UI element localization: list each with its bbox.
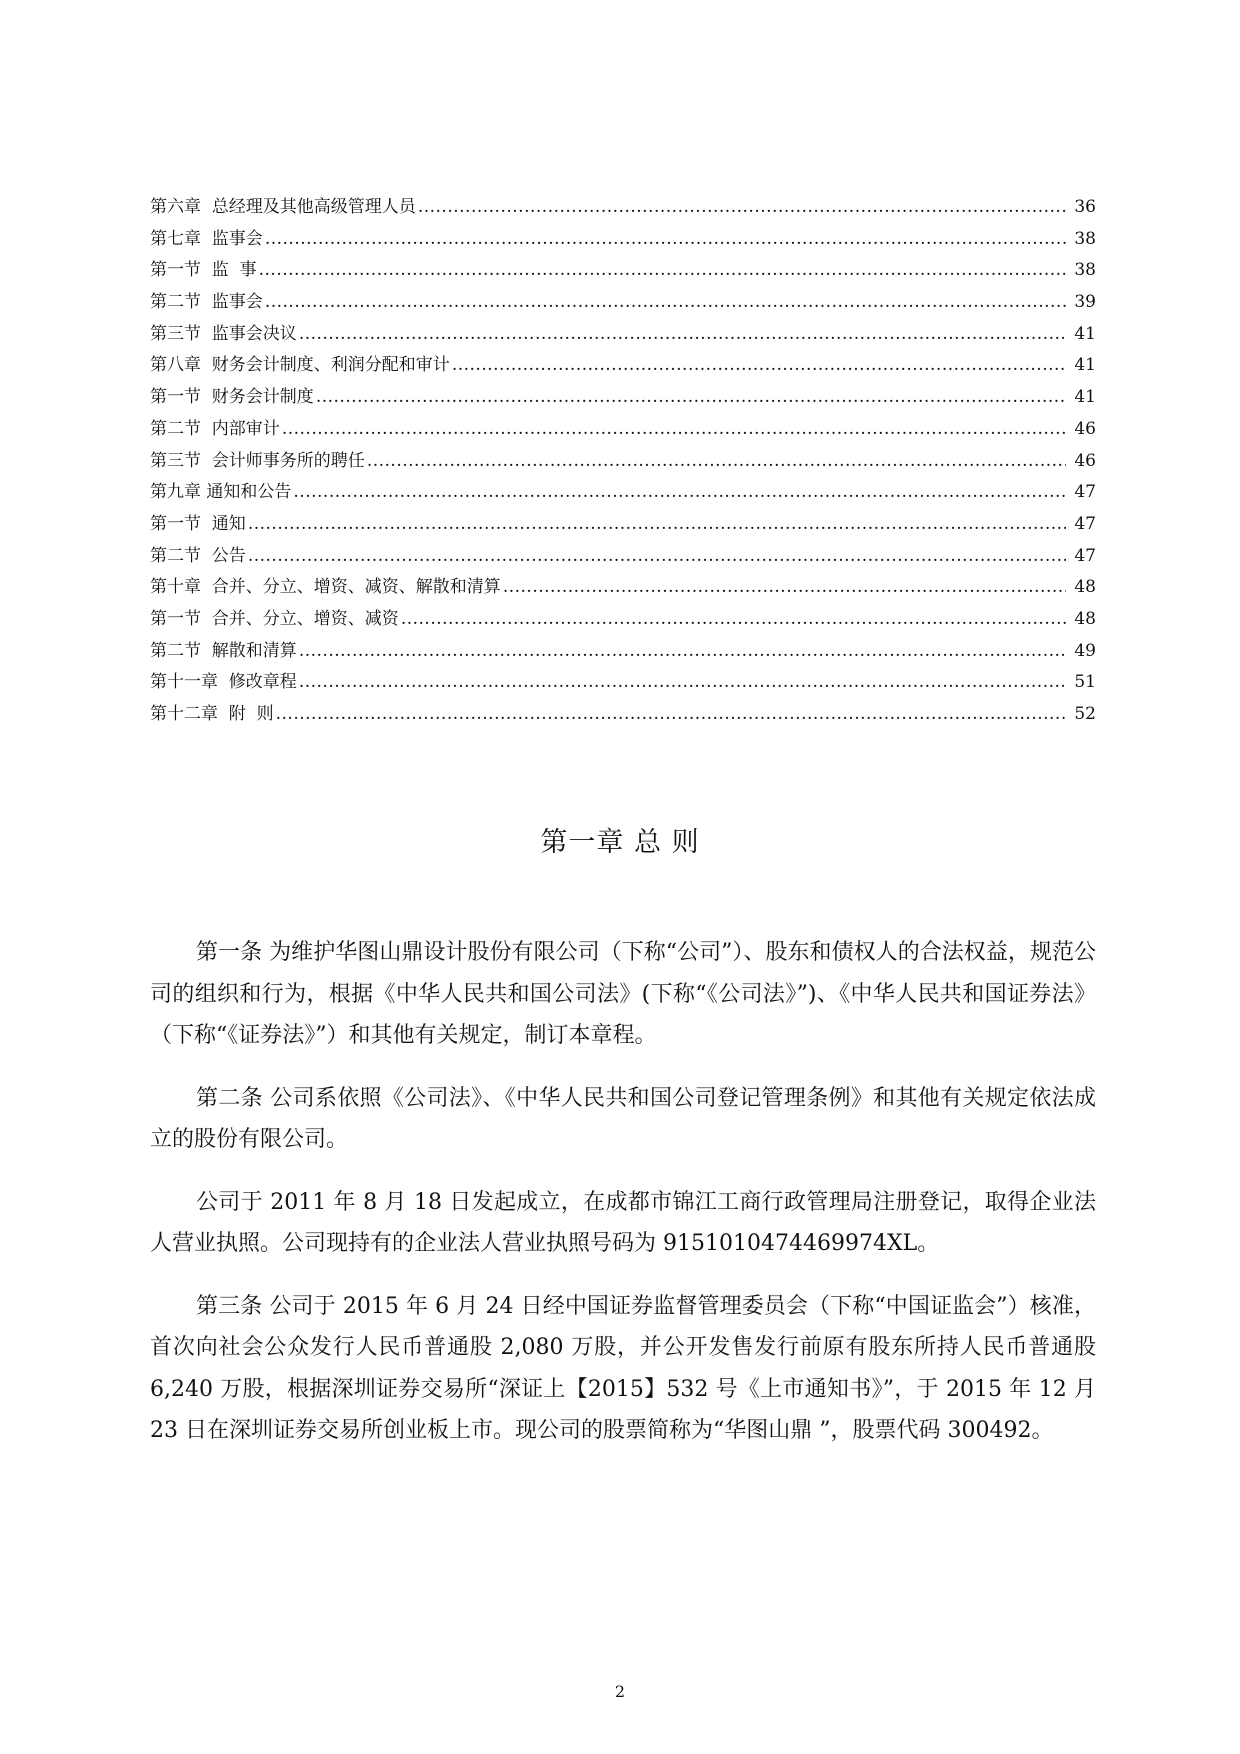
toc-leader-dots: [259, 255, 1066, 287]
toc-entry[interactable]: [150, 414, 1096, 446]
toc-leader-dots: [299, 667, 1066, 699]
toc-entry[interactable]: [150, 699, 1096, 731]
toc-entry-label: 第一节 财务会计制度: [150, 387, 314, 408]
toc-entry[interactable]: [150, 382, 1096, 414]
toc-entry[interactable]: [150, 509, 1096, 541]
chapter-title: 第一章 总 则: [540, 827, 700, 858]
toc-leader-dots: [282, 414, 1066, 446]
toc-entry-page: 38: [1074, 228, 1096, 249]
toc-entry-page: 41: [1074, 323, 1096, 344]
toc-entry-label: 第二节 监事会: [150, 292, 263, 313]
toc-entry-page: 41: [1074, 355, 1096, 376]
toc-entry-label: 第九章 通知和公告: [150, 482, 292, 503]
toc-entry-label: 第三节 会计师事务所的聘任: [150, 450, 365, 471]
toc-entry[interactable]: [150, 604, 1096, 636]
article-paragraph: 第二条 公司系依照《公司法》、《中华人民共和国公司登记管理条例》和其他有关规定依法成立的股份有限公司。: [150, 1085, 1096, 1152]
page-number: 2: [614, 1682, 626, 1701]
article-paragraph: 第三条 公司于 2015 年 6 月 24 日经中国证券监督管理委员会（下称“中国证监会”）核准，首次向社会公众发行人民币普通股 2,080 万股，并公开发售发行前原有股东所持人民币普通股 6,240 万股，根据深圳证券交易所“深证上【2015】532 号《上市通知书》”，于 2015 年 12 月 23 日在深圳证券交易所创业板上市。现公司的股票简称为“华图山鼎 ”，股票代码 300492。: [150, 1293, 1096, 1443]
toc-entry-page: 51: [1074, 672, 1096, 693]
toc-entry-page: 36: [1074, 197, 1096, 217]
article-paragraph: 公司于 2011 年 8 月 18 日发起成立，在成都市锦江工商行政管理局注册登记，取得企业法人营业执照。公司现持有的企业法人营业执照号码为 9151010474469974XL。: [150, 1189, 1096, 1256]
toc-entry-label: 第十二章 附 则: [150, 704, 274, 724]
table-of-contents: [150, 192, 1096, 731]
toc-leader-dots: [418, 192, 1066, 224]
toc-entry-page: 41: [1074, 387, 1096, 408]
toc-entry[interactable]: [150, 477, 1096, 509]
toc-entry[interactable]: [150, 287, 1096, 319]
article-paragraph: 第一条 为维护华图山鼎设计股份有限公司（下称“公司”）、股东和债权人的合法权益，规范公司的组织和行为，根据《中华人民共和国公司法》(下称“《公司法》”)、《中华人民共和国证券法》（下称“《证券法》”）和其他有关规定，制订本章程。: [150, 940, 1096, 1048]
toc-entry-page: 47: [1074, 482, 1096, 503]
chapter-body: [150, 932, 1096, 1473]
toc-entry[interactable]: [150, 541, 1096, 573]
toc-entry-label: 第一节 合并、分立、增资、减资: [150, 608, 399, 629]
toc-entry[interactable]: [150, 572, 1096, 604]
toc-entry[interactable]: [150, 319, 1096, 351]
toc-entry-label: 第二节 内部审计: [150, 418, 280, 439]
toc-entry-label: 第一节 监 事: [150, 260, 257, 281]
toc-leader-dots: [299, 319, 1066, 351]
toc-entry[interactable]: [150, 636, 1096, 668]
toc-entry-label: 第二节 解散和清算: [150, 640, 297, 661]
toc-entry-page: 46: [1074, 450, 1096, 471]
toc-leader-dots: [401, 604, 1066, 636]
toc-leader-dots: [248, 541, 1066, 573]
toc-leader-dots: [452, 350, 1066, 382]
toc-entry[interactable]: [150, 255, 1096, 287]
toc-leader-dots: [293, 477, 1066, 509]
toc-entry-page: 46: [1074, 418, 1096, 439]
toc-entry-label: 第六章 总经理及其他高级管理人员: [150, 197, 416, 217]
toc-entry-page: 38: [1074, 260, 1096, 281]
toc-entry-page: 47: [1074, 545, 1096, 566]
toc-entry[interactable]: [150, 192, 1096, 224]
toc-entry-label: 第七章 监事会: [150, 228, 263, 249]
toc-entry-page: 48: [1074, 577, 1096, 598]
toc-entry[interactable]: [150, 667, 1096, 699]
toc-leader-dots: [503, 572, 1066, 604]
toc-entry-page: 47: [1074, 513, 1096, 534]
toc-entry[interactable]: [150, 350, 1096, 382]
toc-leader-dots: [299, 636, 1066, 668]
toc-leader-dots: [265, 224, 1066, 256]
toc-entry-label: 第一节 通知: [150, 513, 246, 534]
toc-leader-dots: [316, 382, 1066, 414]
toc-leader-dots: [248, 509, 1066, 541]
toc-entry-page: 49: [1074, 640, 1096, 661]
toc-leader-dots: [265, 287, 1066, 319]
toc-entry-label: 第十章 合并、分立、增资、减资、解散和清算: [150, 577, 501, 598]
toc-entry[interactable]: [150, 224, 1096, 256]
toc-leader-dots: [367, 446, 1066, 478]
toc-entry-label: 第二节 公告: [150, 545, 246, 566]
toc-entry-page: 52: [1074, 704, 1096, 724]
toc-entry-page: 39: [1074, 292, 1096, 313]
toc-entry-page: 48: [1074, 608, 1096, 629]
toc-entry-label: 第十一章 修改章程: [150, 672, 297, 693]
toc-leader-dots: [276, 699, 1066, 731]
toc-entry-label: 第八章 财务会计制度、利润分配和审计: [150, 355, 450, 376]
toc-entry-label: 第三节 监事会决议: [150, 323, 297, 344]
toc-entry[interactable]: [150, 446, 1096, 478]
